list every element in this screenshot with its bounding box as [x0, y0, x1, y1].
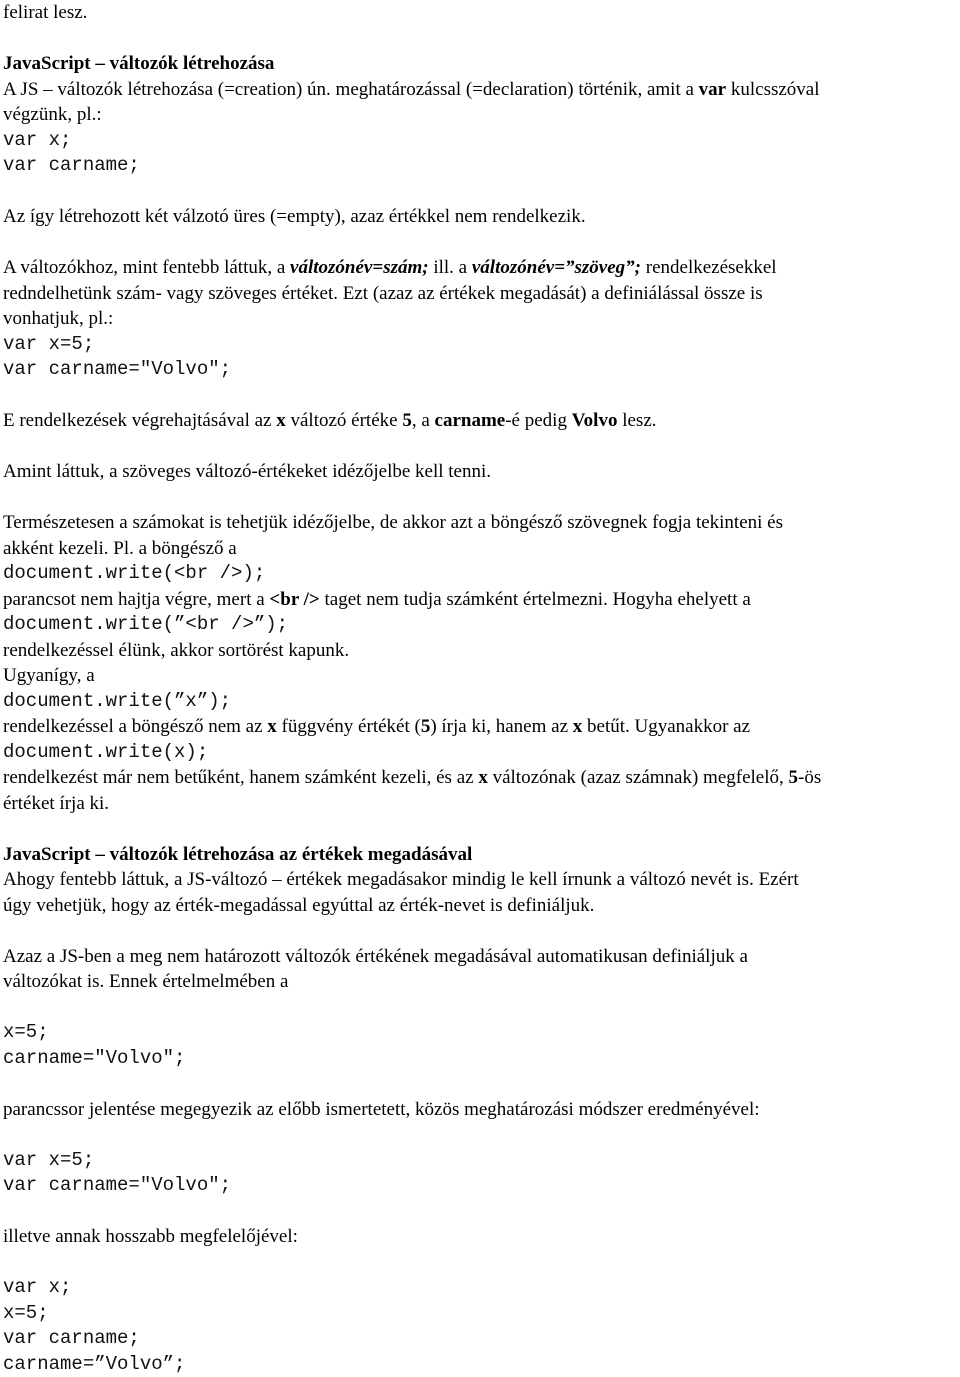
paragraph-line — [3, 255, 952, 281]
text: rendelkezésekkel — [641, 257, 777, 278]
code-line: var carname="Volvo"; — [3, 357, 952, 383]
code-line: x=5; — [3, 1301, 952, 1327]
code-line: var carname="Volvo"; — [3, 1173, 952, 1199]
code-line: carname=”Volvo”; — [3, 1352, 952, 1377]
paragraph-line: Ugyanígy, a — [3, 663, 952, 689]
text: ) írja ki, hanem az — [430, 716, 572, 737]
paragraph-line: redndelhetünk szám- vagy szöveges értéket. Ezt (azaz az értékek megadását) a definiálással össze is — [3, 281, 952, 307]
section-heading: JavaScript – változók létrehozása — [3, 51, 952, 77]
code-line: var x; — [3, 1275, 952, 1301]
text: A JS – változók létrehozása (=creation) ún. meghatározással (=declaration) történik, amit a — [3, 79, 699, 100]
text: betűt. Ugyanakkor az — [582, 716, 750, 737]
emphasis: x — [267, 716, 277, 737]
keyword: var — [699, 79, 726, 100]
paragraph-line: változókat is. Ennek értelmelmében a — [3, 969, 952, 995]
text: rendelkezést már nem betűként, hanem számként kezeli, és az — [3, 767, 478, 788]
paragraph-line: Az így létrehozott két válzotó üres (=empty), azaz értékkel nem rendelkezik. — [3, 204, 952, 230]
paragraph-line: akként kezeli. Pl. a böngésző a — [3, 536, 952, 562]
spacer — [3, 1199, 952, 1225]
text: rendelkezéssel a böngésző nem az — [3, 716, 267, 737]
paragraph-line: úgy vehetjük, hogy az érték-megadással egyúttal az érték-nevet is definiáljuk. — [3, 893, 952, 919]
paragraph-line — [3, 77, 952, 103]
spacer — [3, 434, 952, 460]
emphasis: carname — [435, 410, 506, 431]
text-line — [3, 0, 952, 26]
paragraph-line: parancssor jelentése megegyezik az előbb ismertetett, közös meghatározási módszer eredményével: — [3, 1097, 952, 1123]
paragraph-line: illetve annak hosszabb megfelelőjével: — [3, 1224, 952, 1250]
code-line: var x; — [3, 128, 952, 154]
code-line: document.write(”x”); — [3, 689, 952, 715]
paragraph-line: végzünk, pl.: — [3, 102, 952, 128]
paragraph-line — [3, 765, 952, 791]
paragraph-line: Ahogy fentebb láttuk, a JS-változó – értékek megadásakor mindig le kell írnunk a változó nevét is. Ezért — [3, 867, 952, 893]
text: parancsot nem hajtja végre, mert a — [3, 589, 269, 610]
spacer — [3, 995, 952, 1021]
text: kulcsszóval — [726, 79, 819, 100]
code-line: var carname; — [3, 1326, 952, 1352]
spacer — [3, 179, 952, 205]
code-line: carname="Volvo"; — [3, 1046, 952, 1072]
code-line: x=5; — [3, 1020, 952, 1046]
emphasis: x — [478, 767, 488, 788]
text: változónak (azaz számnak) megfelelő, — [488, 767, 789, 788]
text: -ös — [798, 767, 821, 788]
text: változó értéke — [286, 410, 403, 431]
spacer — [3, 26, 952, 52]
emphasis: 5 — [421, 716, 431, 737]
emphasis: 5 — [789, 767, 799, 788]
text: felirat lesz. — [3, 2, 87, 23]
text: függvény értékét ( — [277, 716, 421, 737]
emphasis: 5 — [402, 410, 412, 431]
paragraph-line — [3, 408, 952, 434]
spacer — [3, 485, 952, 511]
spacer — [3, 1122, 952, 1148]
spacer — [3, 230, 952, 256]
text: taget nem tudja számként értelmezni. Hogyha ehelyett a — [320, 589, 751, 610]
emphasis: változónév=szám; — [290, 257, 429, 278]
text: , a — [412, 410, 435, 431]
code-line: var x=5; — [3, 1148, 952, 1174]
paragraph-line: értéket írja ki. — [3, 791, 952, 817]
paragraph-line: rendelkezéssel élünk, akkor sortörést kapunk. — [3, 638, 952, 664]
paragraph-line — [3, 587, 952, 613]
paragraph-line: vonhatjuk, pl.: — [3, 306, 952, 332]
emphasis: x — [573, 716, 583, 737]
text: A változókhoz, mint fentebb láttuk, a — [3, 257, 290, 278]
code-line: document.write(x); — [3, 740, 952, 766]
paragraph-line: Amint láttuk, a szöveges változó-értékeket idézőjelbe kell tenni. — [3, 459, 952, 485]
spacer — [3, 918, 952, 944]
text: -é pedig — [505, 410, 571, 431]
text: E rendelkezések végrehajtásával az — [3, 410, 276, 431]
code-line: var x=5; — [3, 332, 952, 358]
paragraph-line: Azaz a JS-ben a meg nem határozott változók értékének megadásával automatikusan definiáljuk a — [3, 944, 952, 970]
spacer — [3, 816, 952, 842]
paragraph-line — [3, 714, 952, 740]
code-line: document.write(<br />); — [3, 561, 952, 587]
emphasis: változónév=”szöveg”; — [472, 257, 641, 278]
code-line: var carname; — [3, 153, 952, 179]
spacer — [3, 1250, 952, 1276]
spacer — [3, 1071, 952, 1097]
emphasis: <br /> — [269, 589, 319, 610]
code-line: document.write(”<br />”); — [3, 612, 952, 638]
paragraph-line: Természetesen a számokat is tehetjük idézőjelbe, de akkor azt a böngésző szövegnek fogja tekinteni és — [3, 510, 952, 536]
emphasis: x — [276, 410, 286, 431]
spacer — [3, 383, 952, 409]
text: lesz. — [617, 410, 656, 431]
emphasis: Volvo — [572, 410, 618, 431]
text: ill. a — [429, 257, 472, 278]
section-heading: JavaScript – változók létrehozása az értékek megadásával — [3, 842, 952, 868]
